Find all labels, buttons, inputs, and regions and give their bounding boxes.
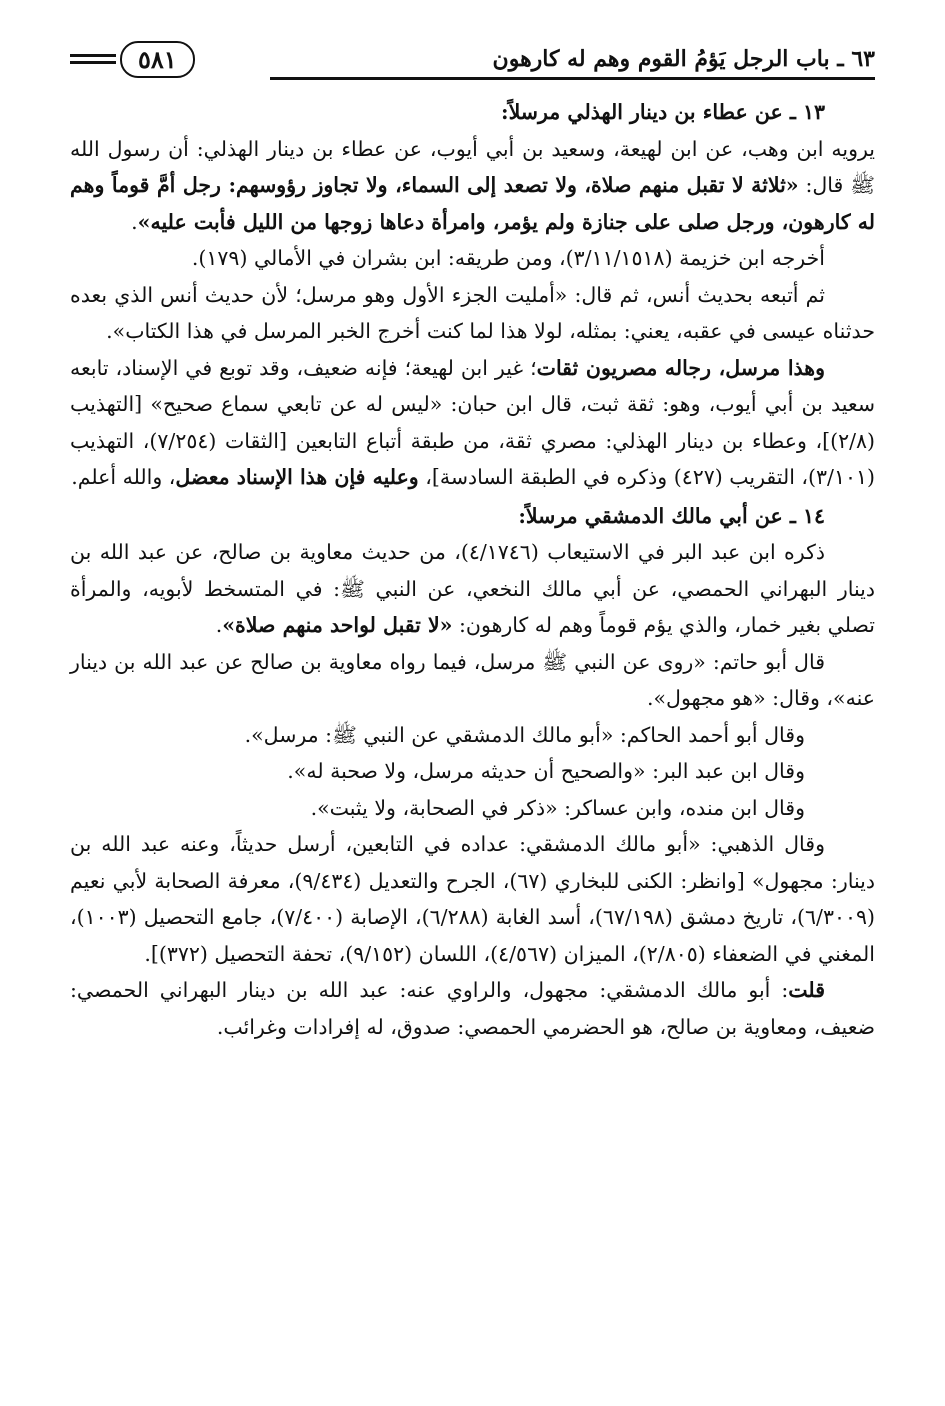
section-14-paragraph-7 [70,972,875,1045]
section-14-paragraph-1 [70,534,875,644]
section-14-paragraph-4: وقال ابن عبد البر: «والصحيح أن حديثه مرسل، ولا صحبة له». [287,759,805,783]
text-run: ؛ غير ابن لهيعة؛ فإنه ضعيف، وقد توبع في الإسناد، تابعه سعيد بن أبي أيوب، وهو: ثقة ثبت، قال ابن حبان: «ليس له عن تابعي سماع صحيح» [التهذيب (٢/٨)]، وعطاء بن دينار الهذلي: مصري ثقة، من طبقة أتباع التابعين [الثقات (٧/٢٥٤)، التهذيب (٣/١٠١)، التقريب (٤٢٧) وذكره في الطبقة السادسة]، [70,355,875,489]
section-13-paragraph-1 [70,131,875,241]
hadith-text: «ثلاثة لا تقبل منهم صلاة، ولا تصعد إلى السماء، ولا تجاوز رؤوسهم: رجل أمَّ قوماً وهم له كارهون، ورجل صلى على جنازة ولم يؤمر، وامرأة دعاها زوجها من الليل فأبت عليه» [70,173,875,234]
text-run: يرويه ابن وهب، عن ابن لهيعة، وسعيد بن أبي أيوب، عن عطاء بن دينار الهذلي: أن رسول الله ﷺ قال: [70,136,875,197]
section-13-paragraph-2: أخرجه ابن خزيمة (٣/١١/١٥١٨)، ومن طريقه: ابن بشران في الأمالي (١٧٩). [191,246,825,270]
double-rule-ornament [70,51,116,67]
section-13-paragraph-3: ثم أتبعه بحديث أنس، ثم قال: «أمليت الجزء الأول وهو مرسل؛ لأن حديث أنس الذي بعده حدثناه عيسى في عقبه، يعني: بمثله، لولا هذا لما كنت أخرج الخبر المرسل في هذا الكتاب». [70,282,875,343]
bold-run: وعليه فإن هذا الإسناد معضل [175,465,419,489]
text-run: ، والله أعلم. [71,465,176,489]
text-run: . [131,209,138,234]
header-rule [270,77,875,80]
section-13-paragraph-4 [70,350,875,496]
page-number-ornament [70,41,195,78]
section-14-paragraph-5: وقال ابن منده، وابن عساكر: «ذكر في الصحابة، ولا يثبت». [310,795,805,820]
page-header [70,30,875,88]
bold-run: وهذا مرسل، رجاله مصريون ثقات [536,355,826,380]
section-14-heading: ١٤ ـ عن أبي مالك الدمشقي مرسلاً: [518,503,825,528]
section-14-paragraph-2: قال أبو حاتم: «روى عن النبي ﷺ مرسل، فيما رواه معاوية بن صالح عن عبد الله بن دينار عنه»، وقال: «هو مجهول». [70,649,875,710]
running-title: ٦٣ ـ باب الرجل يَؤمُ القوم وهم له كارهون [492,46,875,72]
bold-run: قلت [788,978,825,1002]
section-13-heading: ١٣ ـ عن عطاء بن دينار الهذلي مرسلاً: [501,100,825,124]
section-14-paragraph-3: وقال أبو أحمد الحاكم: «أبو مالك الدمشقي عن النبي ﷺ: مرسل». [244,722,805,747]
hadith-text: «لا تقبل لواحد منهم صلاة» [222,613,453,637]
page-number: ٥٨١ [120,41,195,78]
text-run: ذكره ابن عبد البر في الاستيعاب (٤/١٧٤٦)، من حديث معاوية بن صالح، عن عبد الله بن دينار البهراني الحمصي، عن أبي مالك النخعي، عن النبي ﷺ: في المتسخط لأبويه، والمرأة تصلي بغير خمار، والذي يؤم قوماً وهم له كارهون: [70,540,875,637]
page-body [70,94,875,1045]
text-run: . [215,613,223,637]
section-14-paragraph-6: وقال الذهبي: «أبو مالك الدمشقي: عداده في التابعين، أرسل حديثاً، وعنه عبد الله بن دينار: مجهول» [وانظر: الكنى للبخاري (٦٧)، الجرح والتعديل (٩/٤٣٤)، معرفة الصحابة لأبي نعيم (٦/٣٠٠٩)، تاريخ دمشق (٦٧/١٩٨)، أسد الغابة (٦/٢٨٨)، الإصابة (٧/٤٠٠)، جامع التحصيل (١٠٠٣)، المغني في الضعفاء (٢/٨٠٥)، الميزان (٤/٥٦٧)، اللسان (٩/١٥٢)، تحفة التحصيل (٣٧٢)]. [70,832,875,966]
text-run: : أبو مالك الدمشقي: مجهول، والراوي عنه: عبد الله بن دينار البهراني الحمصي: ضعيف، ومعاوية بن صالح، هو الحضرمي الحمصي: صدوق، له إفرادات وغرائب. [70,978,875,1039]
